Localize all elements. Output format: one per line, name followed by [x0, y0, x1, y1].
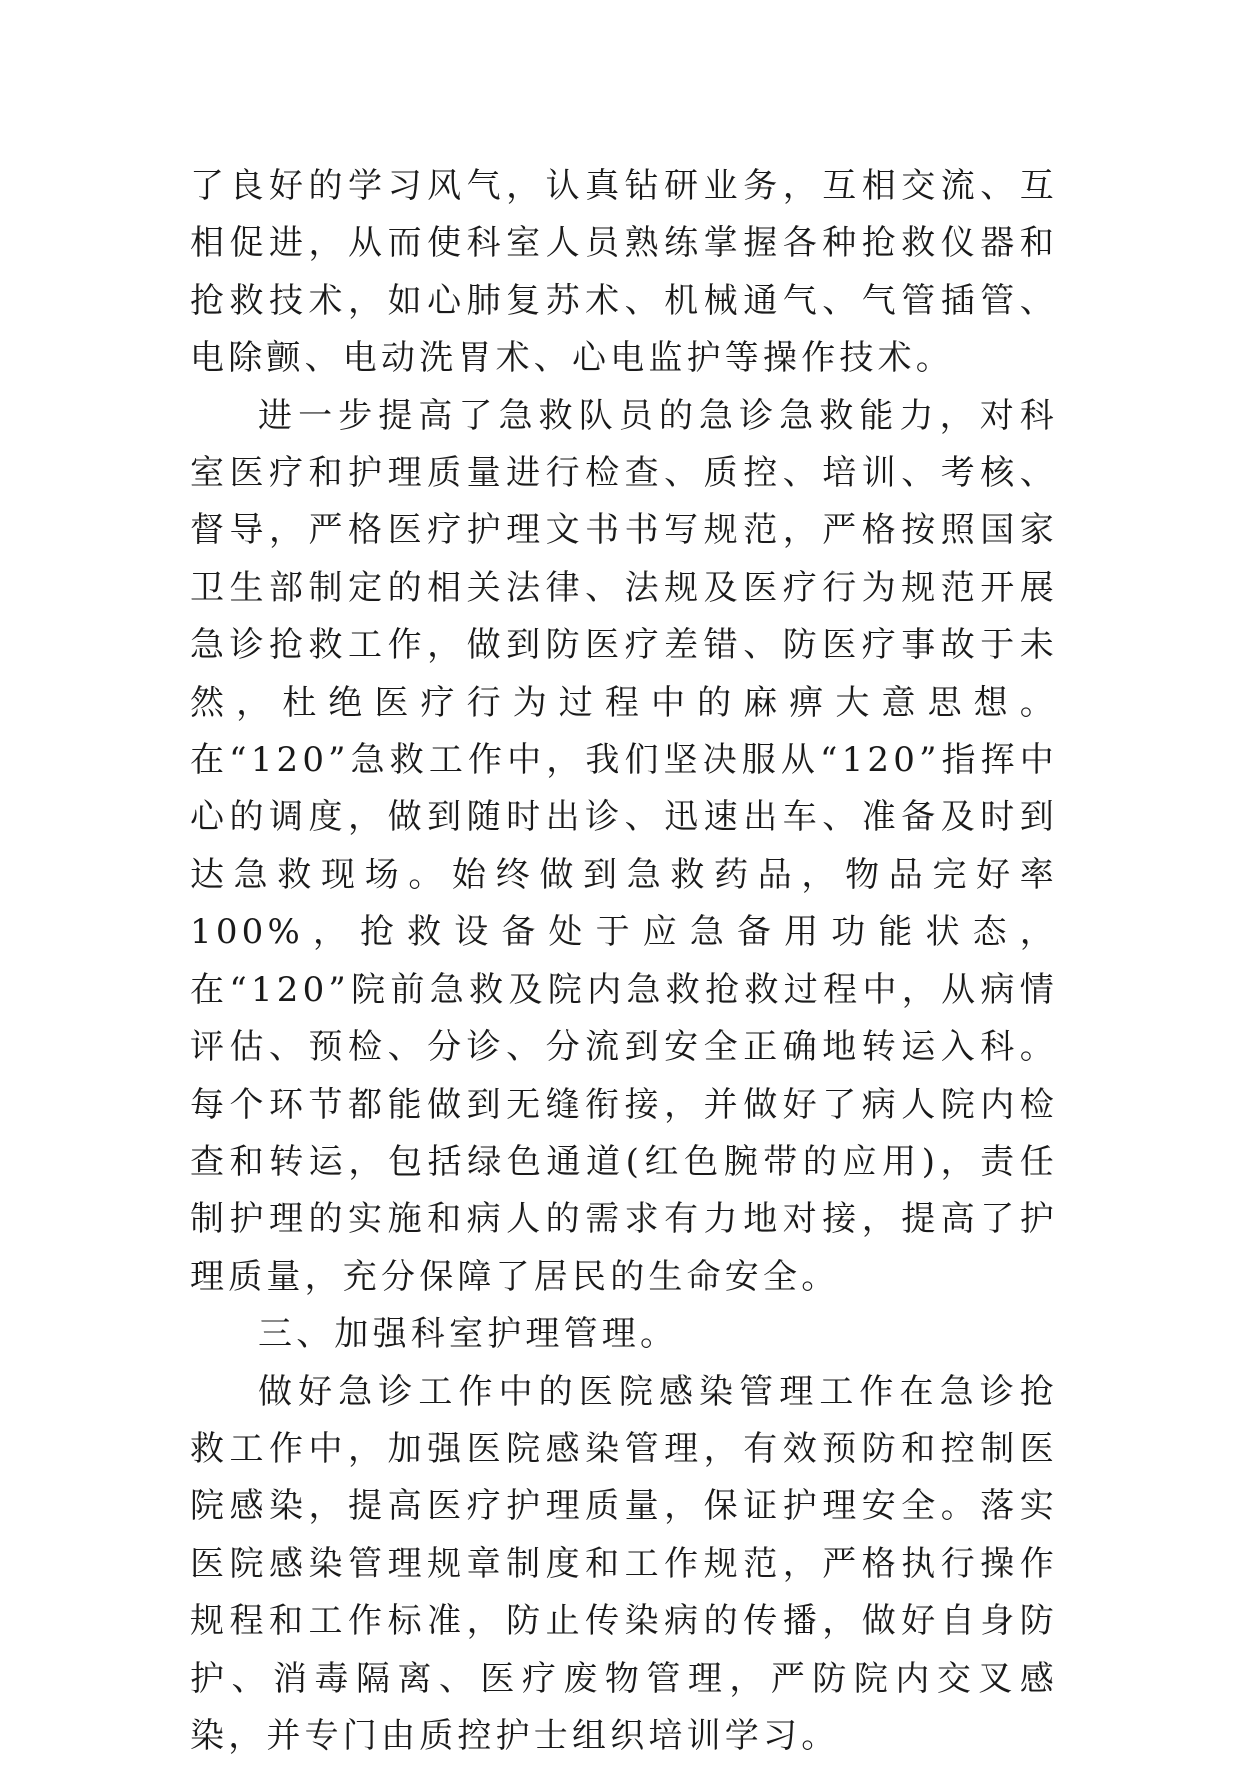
paragraph-emergency-capability: 进一步提高了急救队员的急诊急救能力，对科室医疗和护理质量进行检查、质控、培训、考核、督导，严格医疗护理文书书写规范，严格按照国家卫生部制定的相关法律、法规及医疗行为规范开展急诊抢救工作，做到防医疗差错、防医疗事故于未然，杜绝医疗行为过程中的麻痹大意思想。在“120”急救工作中，我们坚决服从“120”指挥中心的调度，做到随时出诊、迅速出车、准备及时到达急救现场。始终做到急救药品，物品完好率100%，抢救设备处于应急备用功能状态，在“120”院前急救及院内急救抢救过程中，从病情评估、预检、分诊、分流到安全正确地转运入科。每个环节都能做到无缝衔接，并做好了病人院内检查和转运，包括绿色通道(红色腕带的应用)，责任制护理的实施和病人的需求有力地对接，提高了护理质量，充分保障了居民的生命安全。 — [190, 395, 1058, 1297]
paragraph-continued: 了良好的学习风气，认真钻研业务，互相交流、互相促进，从而使科室人员熟练掌握各种抢救仪器和抢救技术，如心肺复苏术、机械通气、气管插管、电除颤、电动洗胃术、心电监护等操作技术。 — [190, 166, 1058, 379]
section-heading-nursing-management: 三、加强科室护理管理。 — [258, 1314, 679, 1355]
document-body — [190, 158, 1058, 1765]
paragraph-infection-control: 做好急诊工作中的医院感染管理工作在急诊抢救工作中，加强医院感染管理，有效预防和控制医院感染，提高医疗护理质量，保证护理安全。落实医院感染管理规章制度和工作规范，严格执行操作规程和工作标准，防止传染病的传播，做好自身防护、消毒隔离、医疗废物管理，严防院内交叉感染，并专门由质控护士组织培训学习。 — [190, 1371, 1058, 1756]
